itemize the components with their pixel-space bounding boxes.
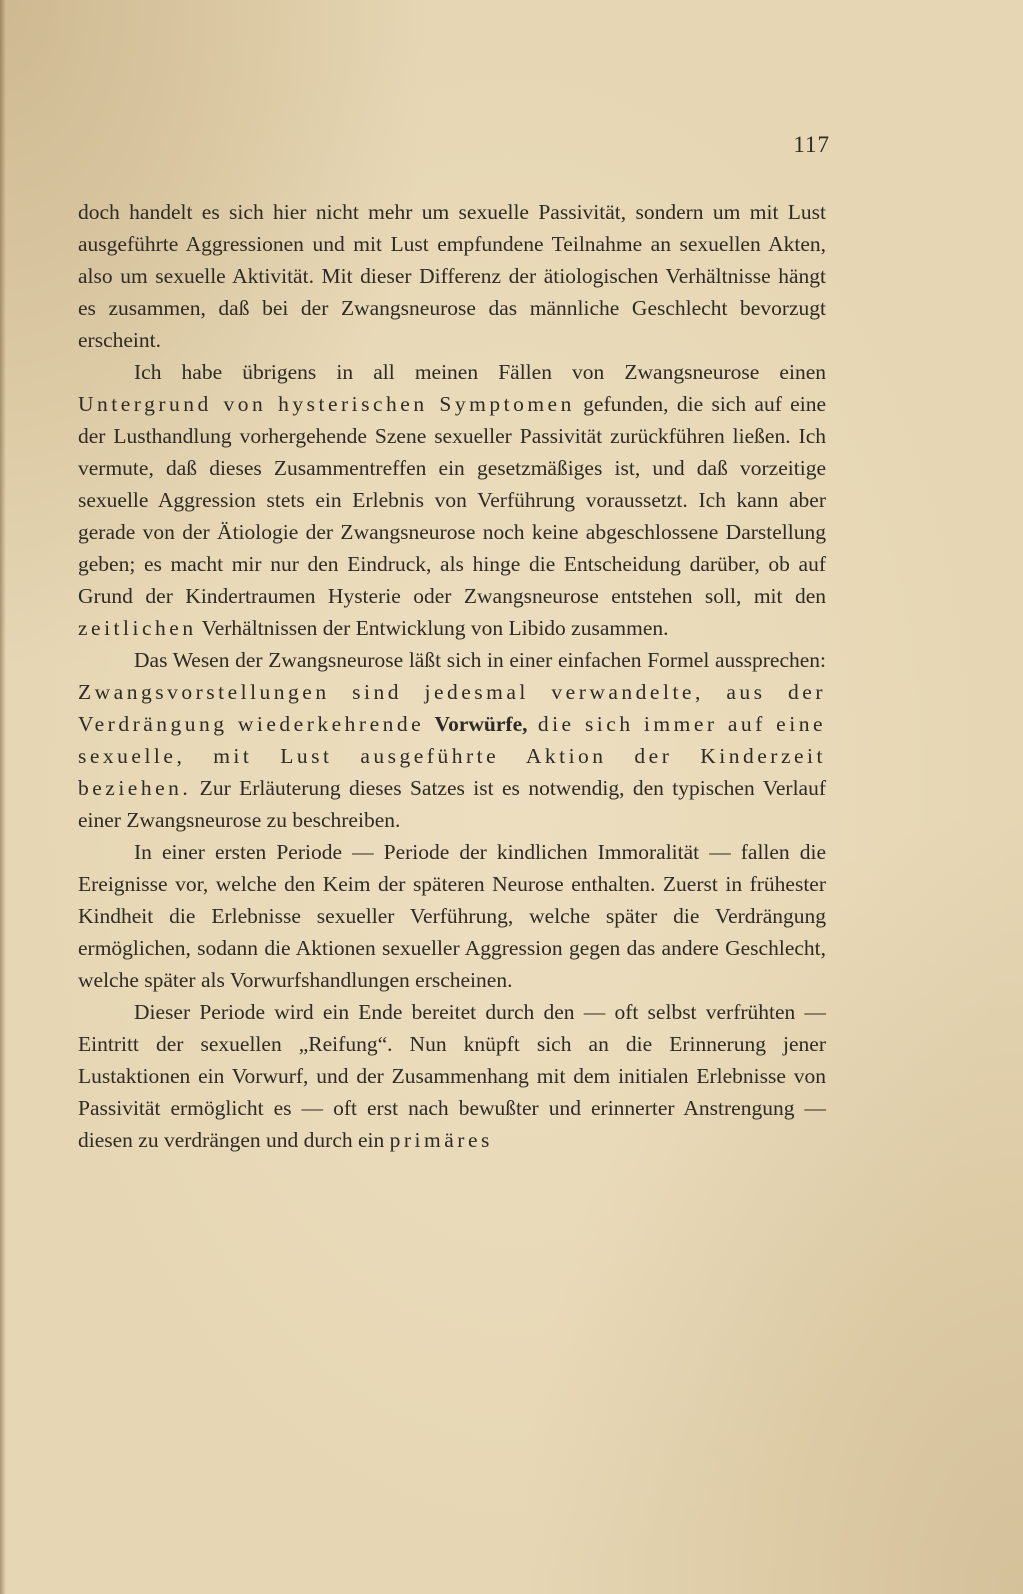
paragraph — [78, 996, 826, 1156]
text-segment: gefunden, die sich auf eine der Lusthandlung vorhergehende Szene sexueller Passivität zurückführen ließen. Ich vermute, daß dieses Zusammentreffen ein gesetzmäßiges ist, und daß vorzeitige sexuelle Aggression stets ein Erlebnis von Verführung voraussetzt. Ich kann aber gerade von der Ätiologie der Zwangsneurose noch keine abgeschlossene Darstellung geben; es macht mir nur den Eindruck, als hinge die Entscheidung darüber, ob auf Grund der Kindertraumen Hysterie oder Zwangsneurose entstehen soll, mit den — [78, 392, 826, 608]
emphasized-text: primäres — [389, 1128, 493, 1152]
text-segment: Zur Erläuterung dieses Satzes ist es notwendig, den typischen Verlauf einer Zwangsneurose zu beschreiben. — [78, 776, 826, 832]
text-segment: Das Wesen der Zwangsneurose läßt sich in einer einfachen Formel aussprechen: — [134, 648, 826, 672]
emphasized-text: die sich immer auf eine sexuelle, mit Lust ausgeführte Aktion der Kinderzeit beziehen. — [78, 712, 826, 800]
text-segment: Verhältnissen der Entwicklung von Libido zusammen. — [196, 616, 669, 640]
page-number: 117 — [793, 132, 830, 157]
text-segment: In einer ersten Periode — Periode der kindlichen Immoralität — fallen die Ereignisse vor, welche den Keim der späteren Neurose enthalten. Zuerst in frühester Kindheit die Erlebnisse sexueller Verführung, welche später die Verdrängung ermöglichen, sodann die Aktionen sexueller Aggression gegen das andere Geschlecht, welche später als Vorwurfshandlungen erscheinen. — [78, 840, 826, 992]
paragraph — [78, 196, 826, 356]
text-segment: Dieser Periode wird ein Ende bereitet durch den — oft selbst verfrühten — Eintritt der sexuellen „Reifung“. Nun knüpft sich an die Erinnerung jener Lustaktionen ein Vorwurf, und der Zusammenhang mit dem initialen Erlebnisse von Passivität ermöglicht es — oft erst nach bewußter und erinnerter Anstrengung — diesen zu verdrängen und durch ein — [78, 1000, 826, 1152]
body-text — [78, 196, 826, 1156]
paragraph — [78, 356, 826, 644]
paragraph — [78, 836, 826, 996]
page-edge-shadow — [0, 0, 6, 1594]
bold-text: Vorwürfe, — [434, 712, 528, 736]
emphasized-text: zeitlichen — [78, 616, 197, 640]
emphasized-text: Untergrund von hysterischen Symptomen — [78, 392, 575, 416]
emphasized-text: Zwangsvorstellungen sind jedesmal verwandelte, aus der Verdrängung wiederkehrende — [78, 680, 826, 736]
text-segment: doch handelt es sich hier nicht mehr um sexuelle Passivität, sondern um mit Lust ausgeführte Aggressionen und mit Lust empfundene Teilnahme an sexuellen Akten, also um sexuelle Aktivität. Mit dieser Differenz der ätiologischen Verhältnisse hängt es zusammen, daß bei der Zwangsneurose das männliche Geschlecht bevorzugt erscheint. — [78, 200, 826, 352]
text-segment: Ich habe übrigens in all meinen Fällen von Zwangsneurose einen — [134, 360, 826, 384]
paragraph — [78, 644, 826, 836]
